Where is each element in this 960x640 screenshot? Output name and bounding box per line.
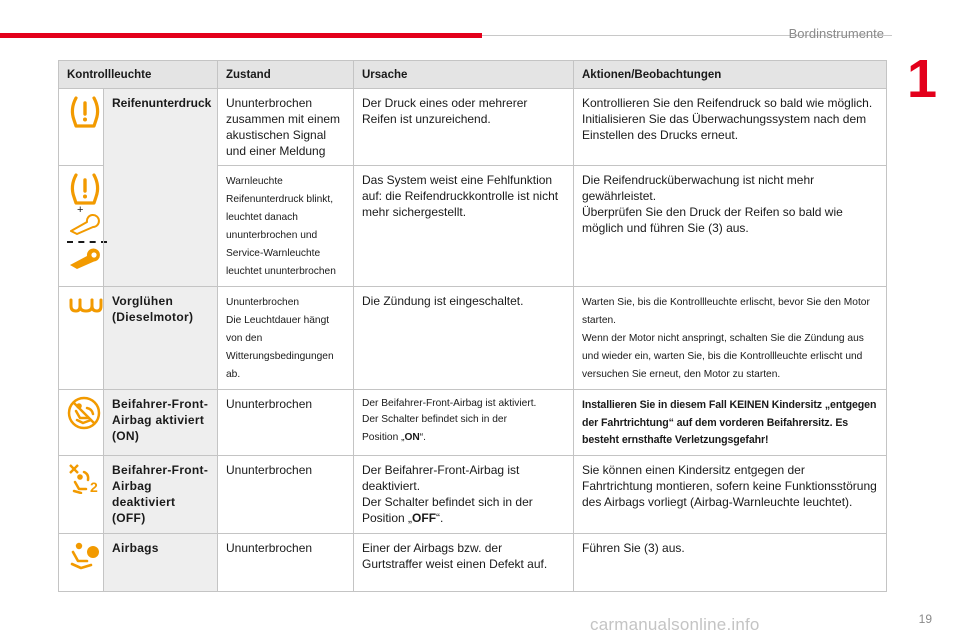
passenger-airbag-on-icon xyxy=(67,396,101,430)
cause-cell: Das System weist eine Fehlfunktion auf: die Reifendruckkontrolle ist nicht mehr sichergestellt. xyxy=(354,166,574,287)
column-header-state: Zustand xyxy=(218,61,354,89)
column-header-actions: Aktionen/Beobachtungen xyxy=(574,61,887,89)
cause-position-prefix: Position „ xyxy=(362,432,405,443)
cause-cell xyxy=(354,390,574,456)
action-cell xyxy=(574,287,887,390)
chapter-number: 1 xyxy=(907,49,938,109)
cause-line: Der Beifahrer-Front-Airbag ist aktiviert. xyxy=(362,398,537,409)
table-header-row xyxy=(59,61,887,89)
action-cell xyxy=(574,89,887,166)
column-header-warning-light: Kontrollleuchte xyxy=(59,61,218,89)
cause-cell: Einer der Airbags bzw. der Gurtstraffer weist einen Defekt auf. xyxy=(354,533,574,591)
passenger-airbag-off-icon xyxy=(67,462,101,494)
action-cell xyxy=(574,390,887,456)
watermark: carmanualsonline.info xyxy=(590,615,760,634)
switch-position: OFF xyxy=(412,510,437,525)
glow-plug-icon xyxy=(67,297,105,315)
icon-cell xyxy=(59,89,104,166)
cause-cell: Die Zündung ist eingeschaltet. xyxy=(354,287,574,390)
column-header-cause: Ursache xyxy=(354,61,574,89)
state-cell xyxy=(218,166,354,287)
action-warning-text: Installieren Sie in diesem Fall KEINEN Kindersitz „entgegen der Fahrtrichtung“ auf dem vorderen Beifahrersitz. Es besteht ernsthafte Verletzungsgefahr! xyxy=(582,399,877,446)
action-text: Die Reifendrucküberwachung ist nicht mehr gewährleistet. Überprüfen Sie den Druck der Reifen so bald wie möglich und führen Sie (3) aus. xyxy=(582,173,843,235)
icon-cell xyxy=(59,166,104,287)
action-cell: Sie können einen Kindersitz entgegen der Fahrtrichtung montieren, sofern keine Funktionsstörung des Airbags vorliegt (Airbag-Warnleuchte leuchtet). xyxy=(574,455,887,533)
state-text: Ununterbrochen Die Leuchtdauer hängt von den Witterungsbedingungen ab. xyxy=(226,297,334,380)
cause-line: Der Schalter befindet sich in der xyxy=(362,414,507,425)
header-accent-bar xyxy=(0,33,482,38)
wrench-outline-icon xyxy=(67,213,103,235)
light-name: Beifahrer-Front-Airbag deaktiviert (OFF) xyxy=(104,455,218,533)
dashed-separator xyxy=(67,241,107,243)
cause-position-suffix: “. xyxy=(436,510,444,525)
cause-cell xyxy=(354,455,574,533)
state-cell: Ununterbrochen zusammen mit einem akustischen Signal und einer Meldung xyxy=(218,89,354,166)
warning-lights-table xyxy=(58,60,887,592)
state-cell xyxy=(218,287,354,390)
icon-cell xyxy=(59,287,104,390)
table-row xyxy=(59,89,887,166)
state-text: Warnleuchte Reifenunterdruck blinkt, leuchtet danach ununterbrochen und Service-Warnleuchte leuchtet ununterbrochen xyxy=(226,176,336,277)
svg-text:2: 2 xyxy=(90,478,98,494)
light-name: Vorglühen (Dieselmotor) xyxy=(104,287,218,390)
light-name: Beifahrer-Front-Airbag aktiviert (ON) xyxy=(104,390,218,456)
action-text: Warten Sie, bis die Kontrollleuchte erlischt, bevor Sie den Motor starten. Wenn der Motor nicht anspringt, schalten Sie die Zündung aus und wieder ein, warten Sie, bis die Kontrollleuchte erlischt und versuchen Sie erneut, den Motor zu starten. xyxy=(582,297,870,380)
cause-position-suffix: “. xyxy=(419,432,426,443)
state-cell: Ununterbrochen xyxy=(218,533,354,591)
section-title: Bordinstrumente xyxy=(788,26,884,41)
action-cell: Führen Sie (3) aus. xyxy=(574,533,887,591)
light-name: Airbags xyxy=(104,533,218,591)
icon-cell xyxy=(59,533,104,591)
table-row xyxy=(59,287,887,390)
table-row xyxy=(59,455,887,533)
table-row xyxy=(59,390,887,456)
cause-line: Der Schalter befindet sich in der xyxy=(362,494,533,509)
cause-cell: Der Druck eines oder mehrerer Reifen ist unzureichend. xyxy=(354,89,574,166)
cause-line: Der Beifahrer-Front-Airbag ist deaktiviert. xyxy=(362,462,520,493)
airbag-warning-icon xyxy=(67,540,101,570)
state-cell: Ununterbrochen xyxy=(218,390,354,456)
icon-cell xyxy=(59,390,104,456)
tyre-pressure-icon xyxy=(67,95,103,129)
wrench-filled-icon xyxy=(67,248,103,270)
action-text: Kontrollieren Sie den Reifendruck so bald wie möglich. Initialisieren Sie das Überwachungssystem nach dem Einstellen des Drucks erneut. xyxy=(582,96,873,142)
icon-cell xyxy=(59,455,104,533)
table-row xyxy=(59,533,887,591)
light-name: Reifenunterdruck xyxy=(104,89,218,287)
switch-position: ON xyxy=(404,432,420,443)
action-cell xyxy=(574,166,887,287)
tyre-pressure-icon xyxy=(67,172,103,206)
cause-position-prefix: Position „ xyxy=(362,510,413,525)
plus-sign: + xyxy=(77,204,84,216)
page-number: 19 xyxy=(918,612,932,626)
state-cell: Ununterbrochen xyxy=(218,455,354,533)
